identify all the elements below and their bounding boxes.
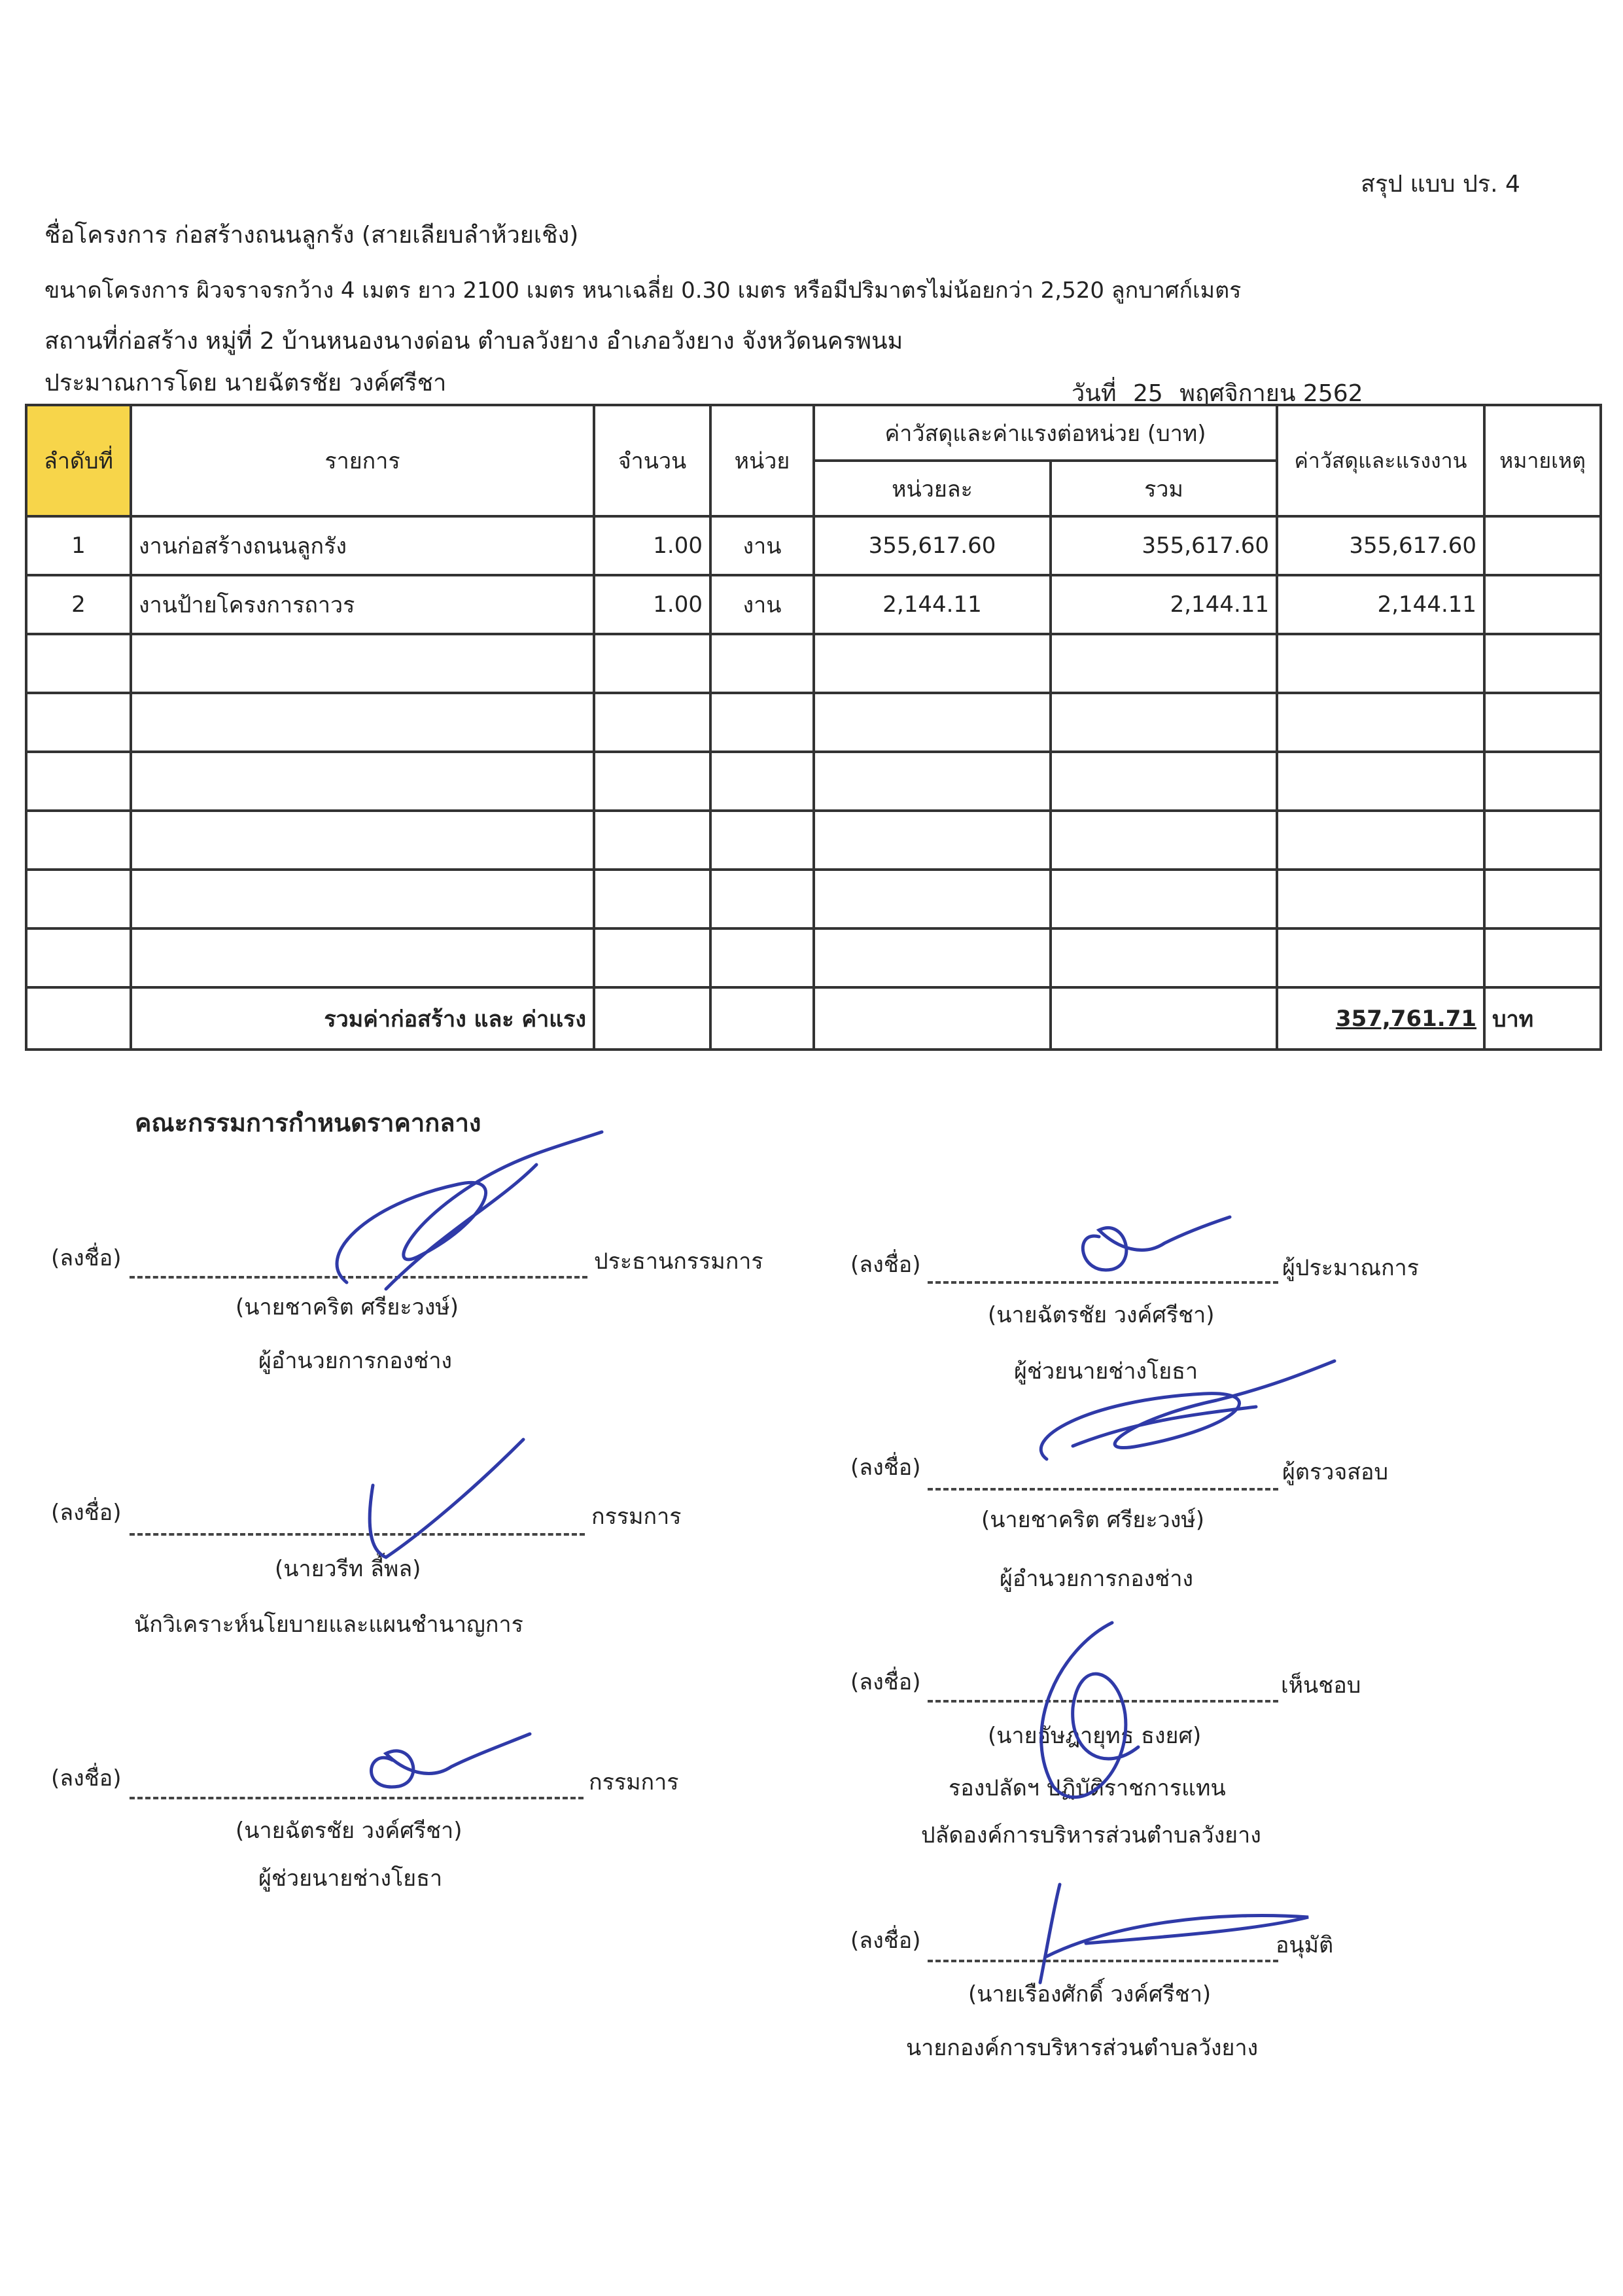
signer-position: ผู้ช่วยนายช่างโยธา [258,1865,443,1892]
signature-scribble-estimator [1060,1204,1243,1289]
sign-prefix: (ลงชื่อ) [51,1245,122,1271]
document-reference: สรุป แบบ ปร. 4 [1361,171,1520,198]
signer-name: (นายอัษฎายุทธ ธงยศ) [988,1723,1202,1749]
project-size: ขนาดโครงการ ผิวจราจรกว้าง 4 เมตร ยาว 2100 เมตร หนาเฉลี่ย 0.30 เมตร หรือมีปริมาตรไม่น้อยกว่า 2,520 ลูกบาศก์เมตร [44,277,1242,304]
date-month-year: พฤศจิกายน 2562 [1179,380,1363,407]
signature-line [928,1488,1278,1491]
header-no: ลำดับที่ [26,405,131,516]
signature-scribble-chairman [288,1125,628,1322]
header-unit-cost-group: ค่าวัสดุและค่าแรงต่อหน่วย (บาท) [814,405,1277,461]
table-row-empty [26,693,1601,752]
row-remark [1484,516,1601,575]
header-per-unit: หน่วยละ [814,461,1051,516]
header-remark: หมายเหตุ [1484,405,1601,516]
sign-role: ผู้ประมาณการ [1282,1255,1420,1281]
row-remark [1484,575,1601,634]
header-item: รายการ [131,405,594,516]
summary-total: 357,761.71 [1277,987,1484,1050]
row-per-unit: 355,617.60 [814,516,1051,575]
summary-row [26,987,1601,1050]
table-row-empty [26,634,1601,693]
cost-summary-table [25,404,1602,1051]
signer-name: (นายฉัตรชัย วงค์ศรีชา) [236,1818,462,1844]
sign-prefix: (ลงชื่อ) [850,1455,921,1481]
project-estimator: ประมาณการโดย นายฉัตรชัย วงค์ศรีชา [44,370,447,397]
signer-name: (นายชาคริต ศรียะวงษ์) [981,1507,1204,1533]
row-sum: 355,617.60 [1051,516,1277,575]
summary-currency: บาท [1484,987,1601,1050]
date-label: วันที่ [1072,380,1117,407]
row-total: 355,617.60 [1277,516,1484,575]
row-no: 2 [26,575,131,634]
committee-title: คณะกรรมการกำหนดราคากลาง [135,1108,481,1137]
signer-position: นักวิเคราะห์นโยบายและแผนชำนาญการ [134,1612,523,1638]
sign-role: อนุมัติ [1276,1932,1334,1958]
sign-prefix: (ลงชื่อ) [850,1928,921,1954]
row-no: 1 [26,516,131,575]
sign-prefix: (ลงชื่อ) [51,1765,122,1792]
table-row [26,575,1601,634]
project-location: สถานที่ก่อสร้าง หมู่ที่ 2 บ้านหนองนางด่อน ตำบลวังยาง อำเภอวังยาง จังหวัดนครพนม [44,328,903,355]
header-qty: จำนวน [594,405,710,516]
header-sum: รวม [1051,461,1277,516]
signer-name: (นายเรืองศักดิ์ วงค์ศรีชา) [968,1981,1212,2007]
signature-scribble-checker [1007,1348,1348,1479]
row-sum: 2,144.11 [1051,575,1277,634]
row-item: งานก่อสร้างถนนลูกรัง [131,516,594,575]
sign-role: กรรมการ [589,1769,679,1795]
table-row-empty [26,928,1601,987]
signature-scribble-approver2 [1007,1871,1321,1989]
table-row-empty [26,870,1601,928]
signer-name: (นายชาคริต ศรียะวงษ์) [236,1294,459,1320]
sign-prefix: (ลงชื่อ) [850,1669,921,1695]
header-total: ค่าวัสดุและแรงงาน [1277,405,1484,516]
row-per-unit: 2,144.11 [814,575,1051,634]
signer-name: (นายวรีท ลี้พล) [275,1556,421,1582]
header-unit: หน่วย [710,405,814,516]
signature-scribble-member1 [340,1426,536,1570]
signer-position: นายกองค์การบริหารส่วนตำบลวังยาง [906,2035,1259,2061]
row-unit: งาน [710,575,814,634]
sign-prefix: (ลงชื่อ) [51,1500,122,1526]
sign-prefix: (ลงชื่อ) [850,1252,921,1278]
signer-position: ผู้อำนวยการกองช่าง [1000,1566,1194,1592]
table-row-empty [26,752,1601,811]
date-day: 25 [1133,380,1163,407]
row-qty: 1.00 [594,516,710,575]
sign-role: ประธานกรรมการ [594,1248,763,1275]
table-row [26,516,1601,575]
sign-role: ผู้ตรวจสอบ [1282,1459,1389,1485]
signer-position-line2: ปลัดองค์การบริหารส่วนตำบลวังยาง [921,1822,1261,1848]
sign-role: เห็นชอบ [1281,1672,1361,1699]
signature-scribble-member2 [340,1721,550,1812]
table-row-empty [26,811,1601,870]
signer-name: (นายฉัตรชัย วงค์ศรีชา) [988,1302,1215,1328]
signer-position: รองปลัดฯ ปฏิบัติราชการแทน [949,1775,1226,1801]
row-total: 2,144.11 [1277,575,1484,634]
signer-position: ผู้ช่วยนายช่างโยธา [1014,1358,1198,1385]
row-unit: งาน [710,516,814,575]
row-qty: 1.00 [594,575,710,634]
project-name: ชื่อโครงการ ก่อสร้างถนนลูกรัง (สายเลียบลำห้วยเชิง) [44,222,579,249]
row-item: งานป้ายโครงการถาวร [131,575,594,634]
sign-role: กรรมการ [591,1504,682,1530]
signature-scribble-approver1 [981,1610,1191,1826]
summary-label: รวมค่าก่อสร้าง และ ค่าแรง [131,987,594,1050]
signer-position: ผู้อำนวยการกองช่าง [258,1348,453,1374]
